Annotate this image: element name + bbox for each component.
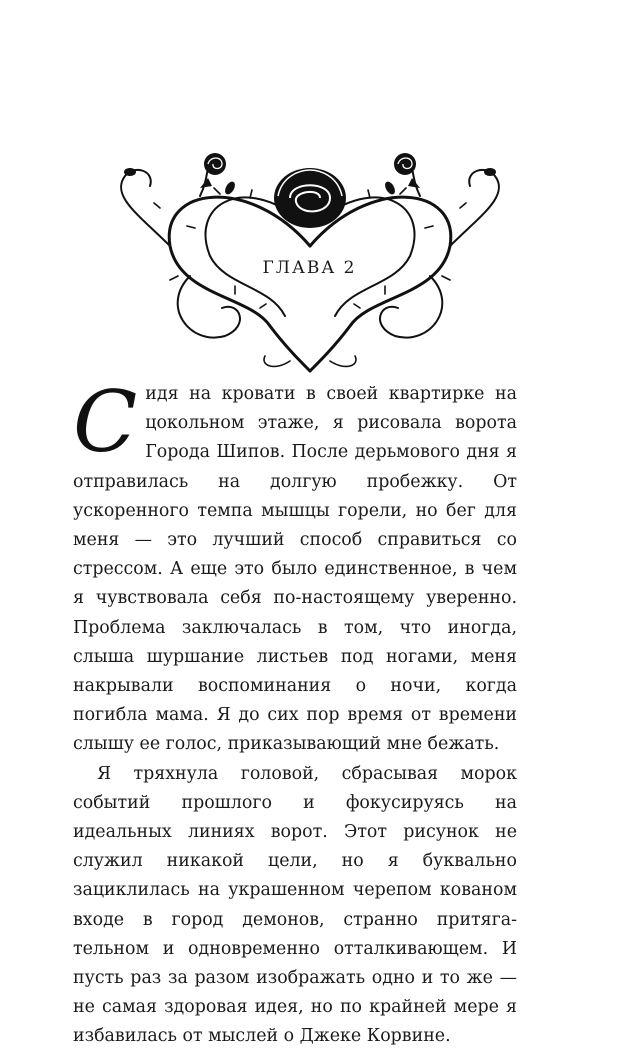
rose-thorn-ornament	[100, 136, 520, 376]
body-text	[73, 373, 517, 1052]
drop-cap: С	[73, 373, 138, 471]
rose-icon	[274, 168, 346, 228]
paragraph-1-text: идя на кровати в своей квартирке на цокольном этаже, я рисовала ворота Города Шипов. После дерьмового дня я отправилась на долгую пробежку. От ускоренного темпа мышцы горели, но бег для меня — это лучший способ справиться со стрессом. А еще это было единственное, в чем я чувствовала себя по-настоящему уверенно. Проблема заключалась в том, что иногда, слыша шуршание листьев под ногами, меня накрывали воспоминания о ночи, когда погибла мама. Я до сих пор время от времени слышу ее голос, приказывающий мне бежать.	[73, 384, 517, 755]
chapter-heading	[0, 258, 619, 278]
chapter-title: ГЛАВА 2	[253, 258, 367, 278]
paragraph-2: Я тряхнула головой, сбрасывая морок событий прошлого и фокусируясь на идеальных линиях ворот. Этот рисунок не служил никакой цели, но я буквально зациклилась на украшенном черепом кованом входе в город демонов, странно притягательном и одновременно отталкивающем. И пусть раз за разом изображать одно и то же — не самая здоровая идея, но по крайней мере я избавилась от мыслей о Джеке Корвине.	[73, 763, 517, 1047]
paragraph-1	[73, 373, 517, 760]
